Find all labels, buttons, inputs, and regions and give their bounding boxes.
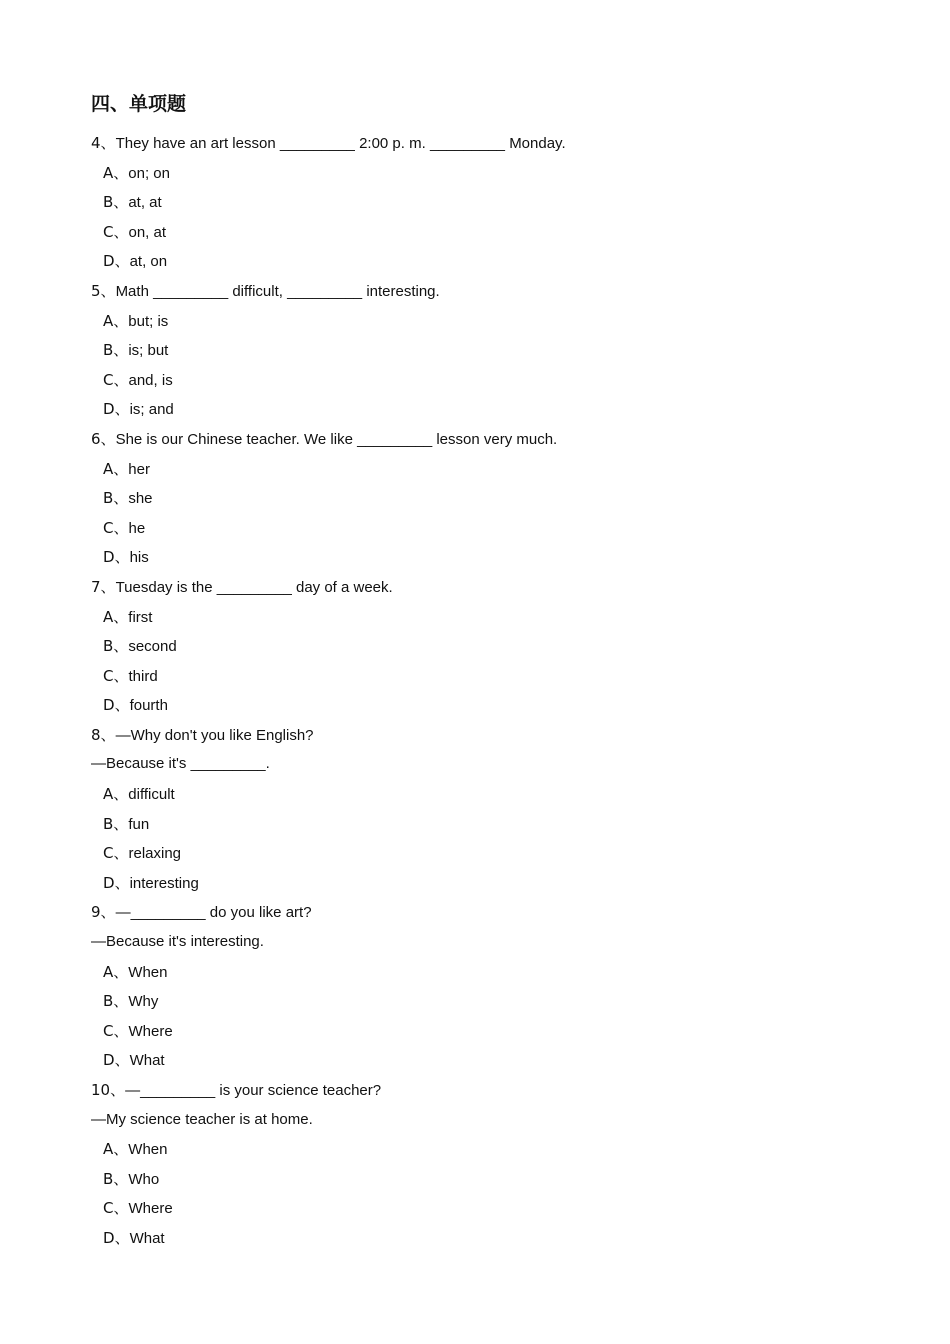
option-separator: 、 [114, 1051, 130, 1070]
option-text: her [128, 460, 150, 478]
question-text: —_________ do you like art? [115, 904, 312, 922]
option-letter: D [103, 1228, 115, 1247]
question-stem [91, 278, 891, 308]
option-text: fourth [129, 697, 168, 715]
option-separator: 、 [113, 518, 129, 537]
question-item [91, 1077, 891, 1255]
question-text: They have an art lesson _________ 2:00 p. m. _________ Monday. [115, 135, 566, 152]
option-letter: B [103, 489, 114, 508]
question-stem [91, 899, 891, 929]
option-text: his [129, 549, 149, 567]
option-letter: C [103, 666, 114, 685]
option-separator: 、 [114, 873, 130, 892]
question-number-separator: 、 [100, 577, 116, 596]
question-number-separator: 、 [100, 134, 116, 152]
question-stem [91, 426, 891, 456]
option-separator: 、 [113, 607, 129, 626]
question-text: —Because it's interesting. [91, 933, 264, 951]
option-letter: B [103, 814, 114, 833]
option-separator: 、 [113, 992, 129, 1011]
option-letter: C [103, 518, 114, 537]
answer-option [91, 544, 891, 574]
option-separator: 、 [114, 252, 130, 271]
question-number: 7 [91, 577, 101, 596]
option-text: Where [128, 1200, 173, 1218]
question-number-separator: 、 [100, 281, 116, 300]
question-number: 6 [91, 429, 101, 448]
question-number-separator: 、 [100, 903, 116, 922]
option-separator: 、 [114, 696, 130, 715]
answer-option [91, 988, 891, 1018]
option-text: second [128, 638, 177, 656]
option-text: What [129, 1229, 165, 1247]
option-separator: 、 [113, 489, 129, 508]
question-item [91, 722, 891, 900]
option-text: on; on [128, 164, 170, 182]
answer-option [91, 1136, 891, 1166]
question-text: Tuesday is the _________ day of a week. [115, 578, 393, 596]
option-text: What [129, 1052, 165, 1070]
question-list [91, 130, 891, 1255]
question-number: 10 [91, 1081, 111, 1099]
question-text: —_________ is your science teacher? [125, 1082, 382, 1099]
option-separator: 、 [113, 1140, 129, 1159]
option-letter: A [103, 459, 114, 478]
answer-option [91, 663, 891, 693]
option-text: he [128, 519, 146, 537]
option-letter: A [103, 311, 114, 330]
answer-option [91, 160, 891, 190]
option-separator: 、 [114, 548, 130, 567]
question-stem [91, 722, 891, 752]
option-letter: B [103, 341, 114, 360]
question-number: 8 [91, 725, 101, 744]
answer-option [91, 367, 891, 397]
option-text: When [128, 963, 168, 981]
option-separator: 、 [113, 785, 129, 804]
option-text: and, is [128, 371, 173, 389]
option-letter: B [103, 193, 114, 212]
question-text: —Because it's _________. [91, 755, 270, 773]
option-letter: B [103, 992, 114, 1011]
option-text: at, at [128, 194, 162, 212]
section-title: 四、单项题 [91, 93, 187, 115]
answer-option [91, 1166, 891, 1196]
option-text: relaxing [128, 845, 182, 863]
option-text: is; and [129, 401, 174, 419]
question-item [91, 426, 891, 574]
option-letter: A [103, 163, 114, 182]
question-item [91, 899, 891, 1077]
option-text: on, at [128, 223, 167, 241]
option-letter: B [103, 1169, 114, 1188]
option-separator: 、 [114, 400, 130, 419]
option-text: Why [128, 993, 159, 1011]
answer-option [91, 633, 891, 663]
answer-option [91, 456, 891, 486]
question-text: She is our Chinese teacher. We like _________ lesson very much. [115, 430, 558, 448]
answer-option [91, 959, 891, 989]
question-item [91, 130, 891, 278]
question-number: 5 [91, 281, 101, 300]
option-letter: C [103, 1021, 114, 1040]
option-letter: C [103, 222, 114, 241]
answer-option [91, 337, 891, 367]
option-separator: 、 [113, 222, 129, 241]
question-stem [91, 574, 891, 604]
option-separator: 、 [113, 1169, 129, 1188]
question-text: Math _________ difficult, _________ interesting. [115, 282, 440, 300]
question-number: 9 [91, 903, 101, 922]
answer-option [91, 692, 891, 722]
option-separator: 、 [113, 814, 129, 833]
option-text: is; but [128, 342, 169, 360]
option-letter: D [103, 252, 115, 271]
option-letter: C [103, 370, 114, 389]
option-separator: 、 [113, 637, 129, 656]
option-separator: 、 [113, 962, 129, 981]
question-text: —Why don't you like English? [115, 726, 314, 744]
option-separator: 、 [113, 311, 129, 330]
option-letter: C [103, 1199, 114, 1218]
question-item [91, 278, 891, 426]
option-letter: D [103, 1051, 115, 1070]
question-stem [91, 1077, 891, 1107]
question-item [91, 574, 891, 722]
option-separator: 、 [113, 193, 129, 212]
answer-option [91, 396, 891, 426]
answer-option [91, 1018, 891, 1048]
option-text: Who [128, 1170, 160, 1188]
option-text: difficult [128, 786, 175, 804]
option-letter: D [103, 873, 115, 892]
option-letter: D [103, 696, 115, 715]
option-letter: A [103, 607, 114, 626]
option-separator: 、 [114, 1228, 130, 1247]
option-text: at, on [129, 253, 168, 271]
option-separator: 、 [113, 459, 129, 478]
answer-option [91, 189, 891, 219]
question-reply-line [91, 929, 891, 959]
question-number-separator: 、 [100, 429, 116, 448]
option-separator: 、 [113, 370, 129, 389]
answer-option [91, 1225, 891, 1255]
option-separator: 、 [113, 341, 129, 360]
option-text: interesting [129, 874, 199, 892]
question-number: 4 [91, 134, 101, 152]
question-number-separator: 、 [100, 725, 116, 744]
question-text: —My science teacher is at home. [91, 1110, 313, 1128]
option-separator: 、 [113, 1021, 129, 1040]
option-separator: 、 [113, 666, 129, 685]
answer-option [91, 515, 891, 545]
option-letter: C [103, 844, 114, 863]
answer-option [91, 870, 891, 900]
option-text: she [128, 490, 153, 508]
option-letter: D [103, 400, 115, 419]
question-reply-line [91, 1107, 891, 1137]
option-letter: A [103, 785, 114, 804]
answer-option [91, 219, 891, 249]
answer-option [91, 308, 891, 338]
question-stem [91, 130, 891, 160]
answer-option [91, 811, 891, 841]
option-text: Where [128, 1022, 173, 1040]
option-separator: 、 [113, 1199, 129, 1218]
option-letter: B [103, 637, 114, 656]
answer-option [91, 248, 891, 278]
option-text: When [128, 1141, 168, 1159]
answer-option [91, 1047, 891, 1077]
option-separator: 、 [113, 163, 129, 182]
answer-option [91, 840, 891, 870]
option-separator: 、 [113, 844, 129, 863]
option-letter: D [103, 548, 115, 567]
question-number-separator: 、 [110, 1081, 126, 1099]
answer-option [91, 485, 891, 515]
option-letter: A [103, 962, 114, 981]
option-letter: A [103, 1140, 114, 1159]
option-text: first [128, 608, 153, 626]
question-reply-line [91, 751, 891, 781]
answer-option [91, 604, 891, 634]
option-text: third [128, 667, 158, 685]
option-text: but; is [128, 312, 169, 330]
answer-option [91, 781, 891, 811]
answer-option [91, 1195, 891, 1225]
option-text: fun [128, 815, 150, 833]
